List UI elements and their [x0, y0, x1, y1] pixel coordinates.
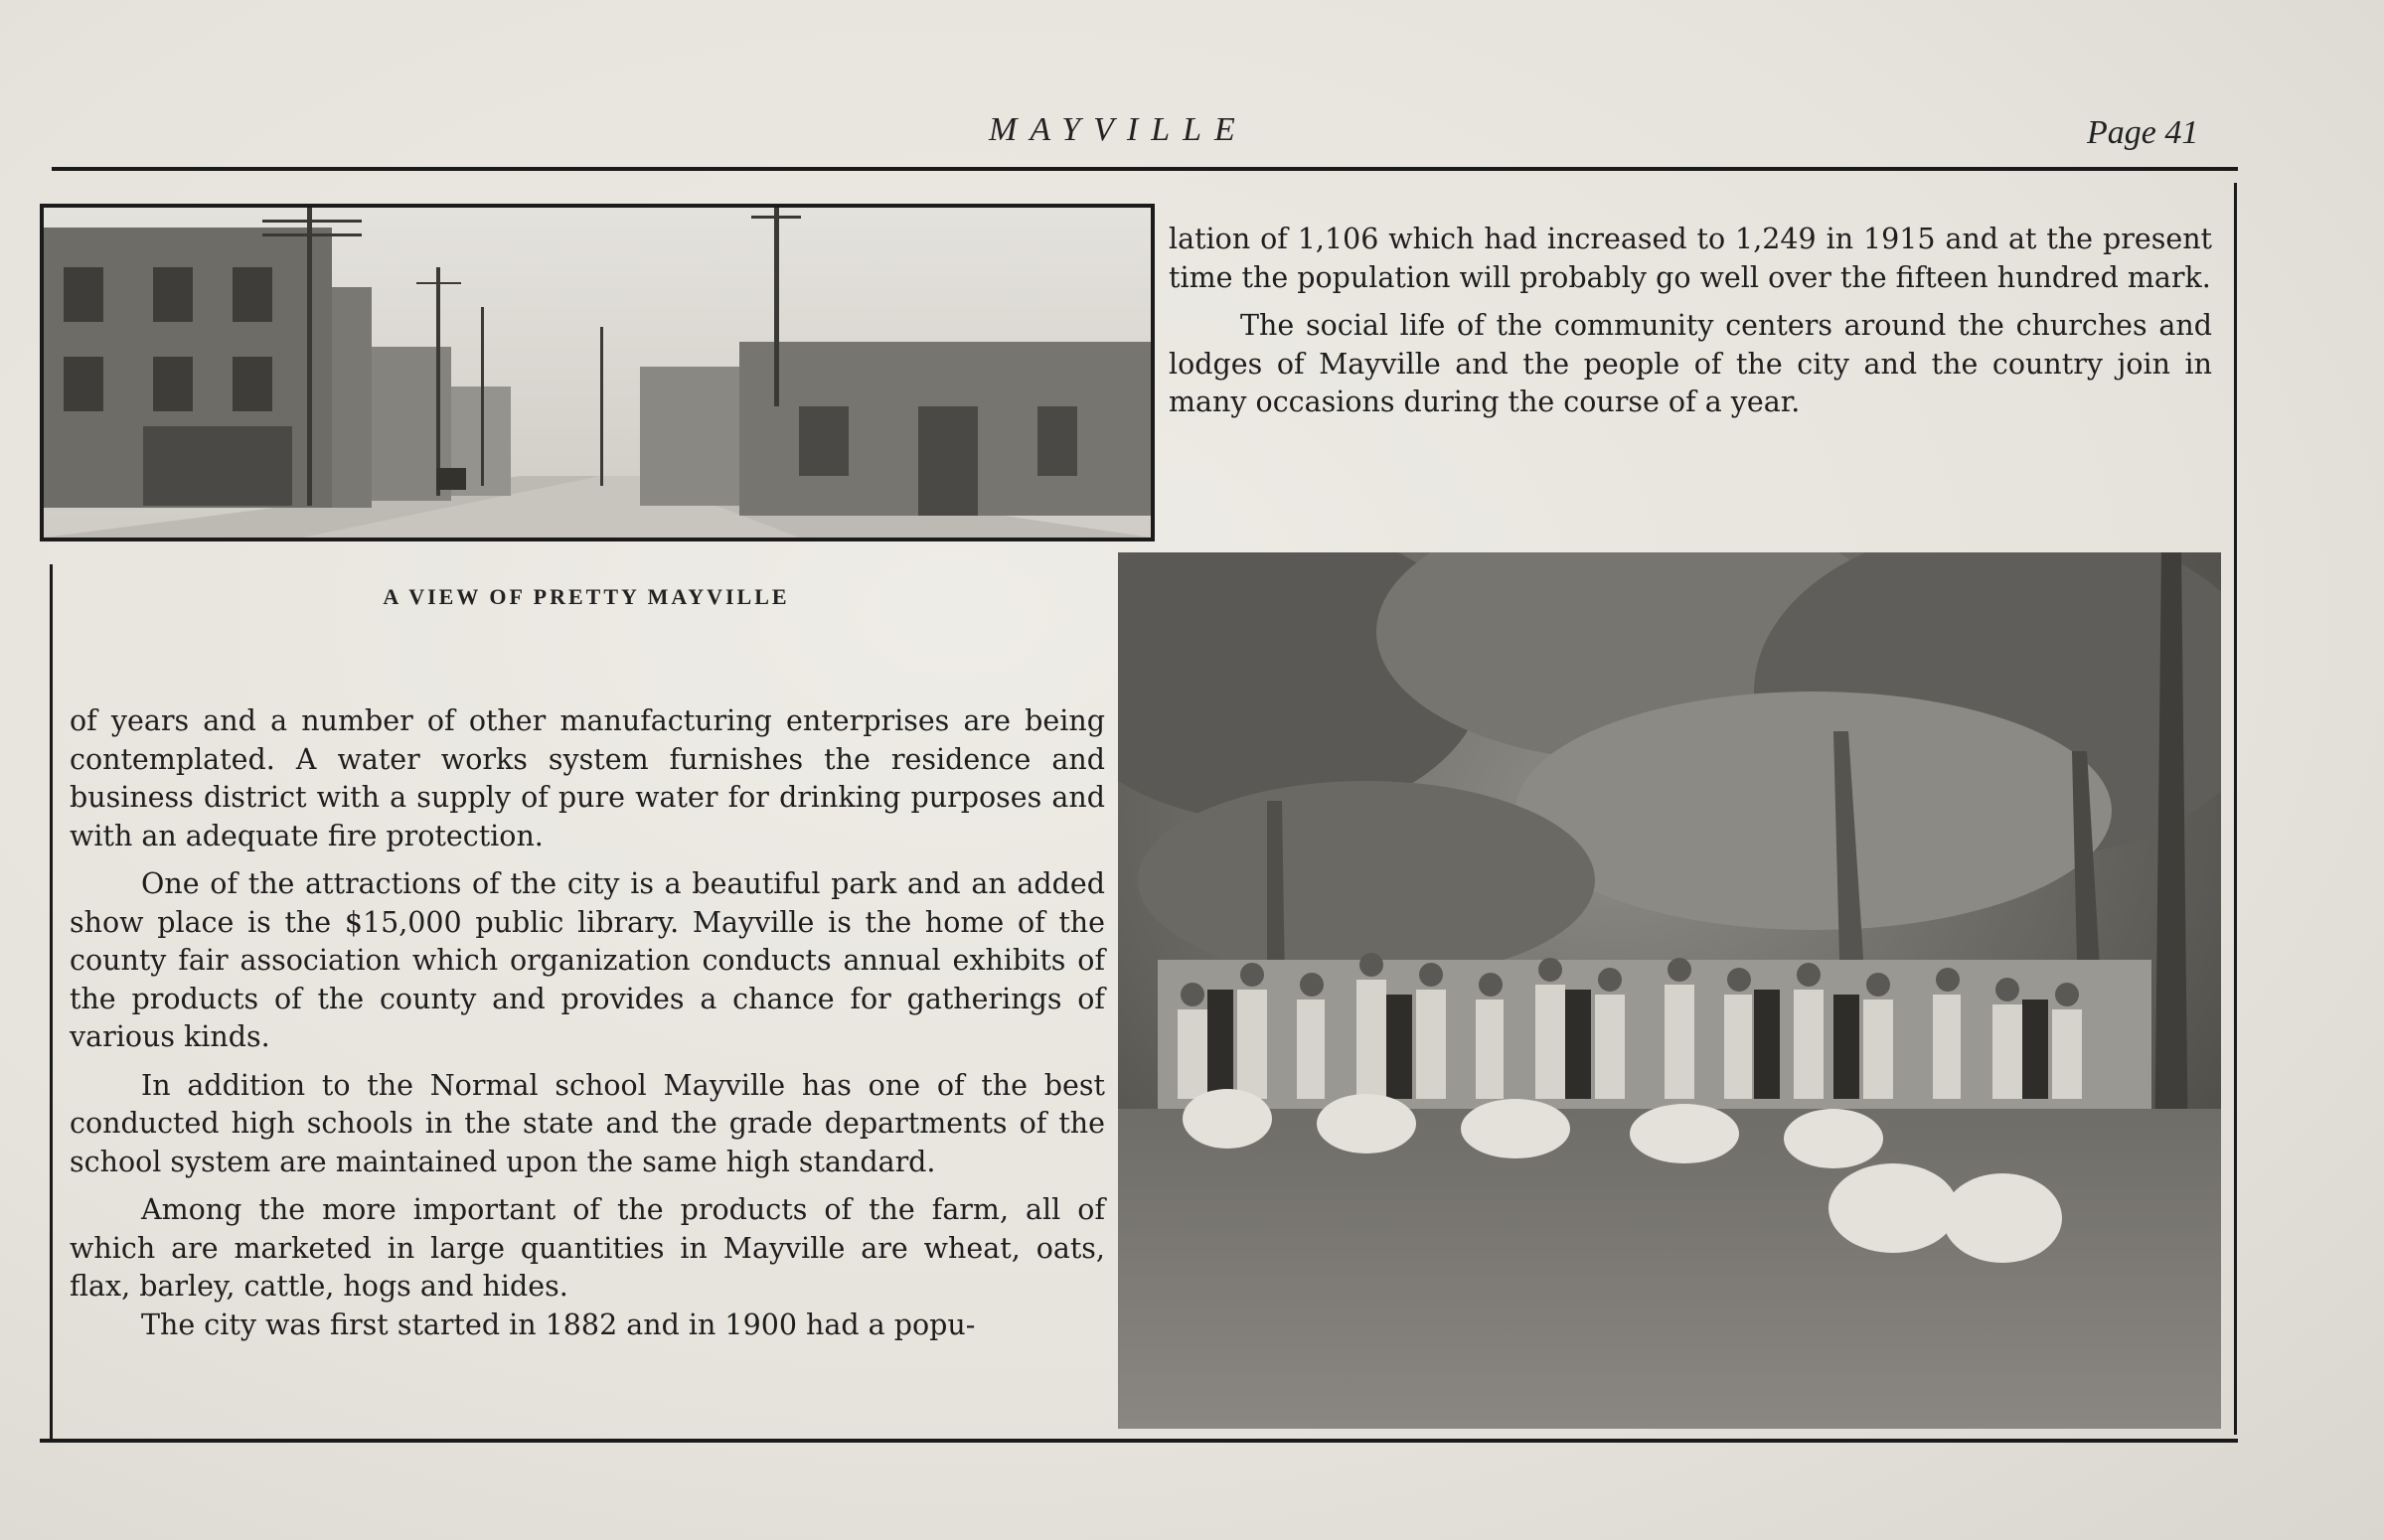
paragraph: In addition to the Normal school Mayville has one of the best conducted high schools in the state and the grade departments of the school system are maintained upon the same high standard. — [70, 1068, 1105, 1178]
street-scene-photo-icon — [44, 208, 1151, 538]
right-column-text — [1169, 221, 2212, 432]
header-rule — [52, 167, 2238, 171]
paragraph: of years and a number of other manufacturing enterprises are being contemplated. A water works system furnishes the residence and business district with a supply of pure water for drinking purposes and with an adequate fire protection. — [70, 704, 1105, 852]
left-frame-line — [50, 564, 53, 1441]
page-number: Page 41 — [2087, 114, 2199, 151]
running-title: MAYVILLE — [989, 111, 1248, 148]
paragraph: The social life of the community centers around the churches and lodges of Mayville and the people of the city and the country join in many occasions during the course of a year. — [1169, 309, 2212, 418]
paragraph: One of the attractions of the city is a beautiful park and an added show place is the $15,000 public library. Mayville is the home of the county fair association which organization conducts annual exhibits of the products of the county and provides a chance for gatherings of various kinds. — [70, 867, 1105, 1053]
paragraph: Among the more important of the products of the farm, all of which are marketed in large quantities in Mayville are wheat, oats, flax, barley, cattle, hogs and hides. — [70, 1193, 1105, 1303]
street-photo — [40, 204, 1155, 541]
group-picnic-photo-icon — [1118, 552, 2221, 1429]
left-column-text — [70, 702, 1105, 1354]
picnic-photo — [1118, 552, 2221, 1429]
bottom-rule — [40, 1439, 2238, 1443]
street-photo-caption: A VIEW OF PRETTY MAYVILLE — [383, 584, 790, 609]
right-frame-line — [2234, 183, 2237, 1435]
paragraph: The city was first started in 1882 and in 1900 had a popu- — [141, 1308, 976, 1341]
paragraph: lation of 1,106 which had increased to 1,249 in 1915 and at the present time the population will probably go well over the fifteen hundred mark. — [1169, 223, 2212, 294]
